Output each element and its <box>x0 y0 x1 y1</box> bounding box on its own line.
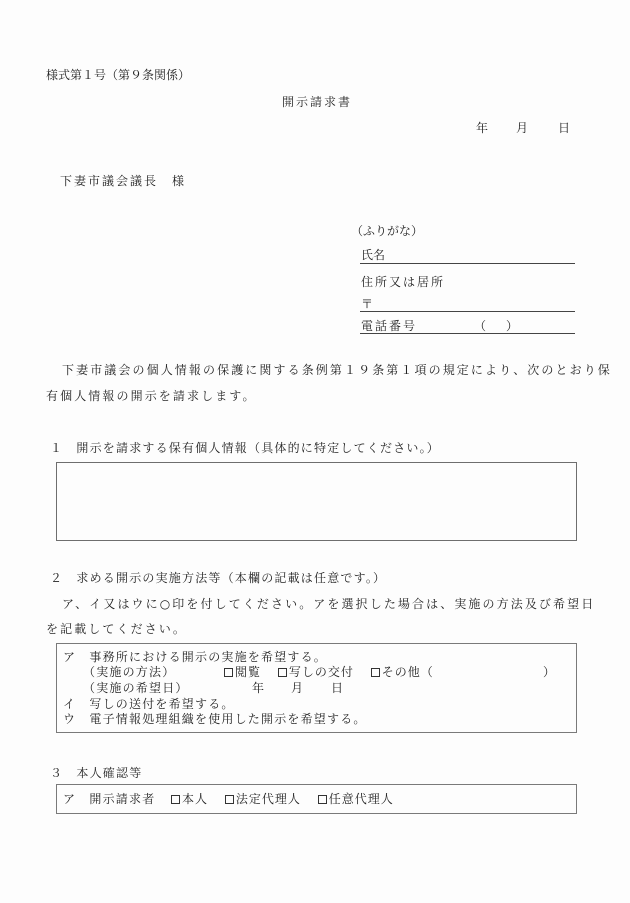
requester-option-voluntary-agent[interactable]: 任意代理人 <box>318 792 394 806</box>
date-day-label: 日 <box>558 121 571 135</box>
method-other-close: ） <box>543 665 556 679</box>
address-label: 住所又は居所 <box>361 275 446 289</box>
identity-box <box>56 784 577 814</box>
checkbox-icon[interactable] <box>318 795 327 804</box>
preferred-month-label: 月 <box>291 681 304 695</box>
checkbox-icon[interactable] <box>225 795 234 804</box>
date-label: （実施の希望日） <box>83 681 189 695</box>
requester-label: ア 開示請求者 <box>63 792 156 806</box>
method-option-copy[interactable]: 写しの交付 <box>278 665 354 679</box>
section1-heading: １ 開示を請求する保有個人情報（具体的に特定してください。） <box>50 441 441 455</box>
option-i[interactable]: イ 写しの送付を希望する。 <box>63 697 235 711</box>
phone-paren-close: ） <box>506 319 519 333</box>
checkbox-icon[interactable] <box>224 668 233 677</box>
method-option-other[interactable]: その他（ <box>371 665 434 679</box>
requester-option-self[interactable]: 本人 <box>171 792 208 806</box>
phone-paren-open: （ <box>474 319 487 333</box>
section2-heading: ２ 求める開示の実施方法等（本欄の記載は任意です。） <box>50 571 387 585</box>
intro-line-1: 下妻市議会の個人情報の保護に関する条例第１９条第１項の規定により、次のとおり保 <box>62 363 612 377</box>
address-field[interactable] <box>360 311 575 312</box>
furigana-label: （ふりがな） <box>351 224 424 238</box>
intro-line-2: 有個人情報の開示を請求します。 <box>46 389 257 403</box>
method-option-view[interactable]: 閲覧 <box>224 665 261 679</box>
date-year-label: 年 <box>476 121 489 135</box>
disclosure-method-box <box>56 643 577 733</box>
section2-note-line-1: ア、イ又はウに○印を付してください。アを選択した場合は、実施の方法及び希望日 <box>62 597 596 611</box>
form-number: 様式第１号（第９条関係） <box>46 68 191 82</box>
method-options <box>224 665 446 679</box>
option-a[interactable]: ア 事務所における開示の実施を希望する。 <box>63 650 328 664</box>
document-title: 開示請求書 <box>282 95 353 109</box>
postal-mark: 〒 <box>361 297 374 311</box>
section2-note-line-2: を記載してください。 <box>46 622 188 636</box>
name-field[interactable] <box>360 263 575 264</box>
date-month-label: 月 <box>516 121 529 135</box>
section3-heading: ３ 本人確認等 <box>50 766 143 780</box>
phone-label: 電話番号 <box>361 319 418 333</box>
addressee: 下妻市議会議長 様 <box>60 174 187 188</box>
requester-option-legal-agent[interactable]: 法定代理人 <box>225 792 301 806</box>
phone-field[interactable] <box>360 333 575 334</box>
name-label: 氏名 <box>361 248 386 262</box>
checkbox-icon[interactable] <box>371 668 380 677</box>
preferred-day-label: 日 <box>331 681 344 695</box>
preferred-year-label: 年 <box>252 681 265 695</box>
option-u[interactable]: ウ 電子情報処理組織を使用した開示を希望する。 <box>63 712 367 726</box>
checkbox-icon[interactable] <box>278 668 287 677</box>
requester-options <box>171 792 406 806</box>
requested-info-field[interactable] <box>56 462 577 541</box>
checkbox-icon[interactable] <box>171 795 180 804</box>
method-label: （実施の方法） <box>83 665 176 679</box>
